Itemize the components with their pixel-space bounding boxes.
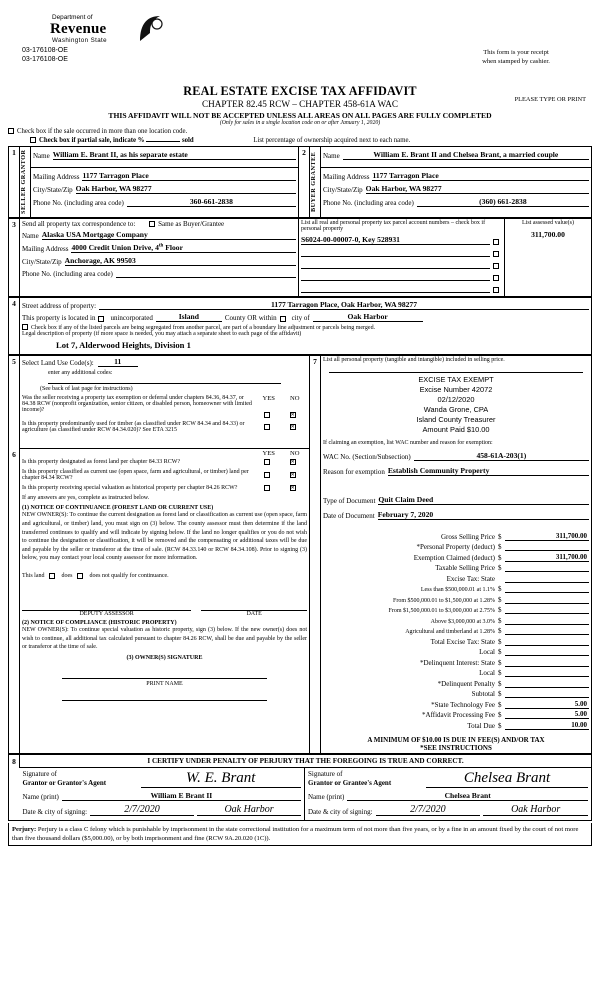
s6-q1-no-checkbox[interactable] [290,459,296,465]
table-row[interactable] [301,235,502,245]
deputy-assessor-signature-field[interactable] [22,603,191,611]
segregation-note-row[interactable] [22,324,589,331]
tax-line-label: Taxable Selling Price [435,564,495,572]
tax-line [323,679,589,688]
s6-if-any-note: If any answers are yes, complete as instructed below. [22,495,150,502]
tax-line [323,710,589,719]
tax-line-symbol: $ [498,711,502,719]
perjury-text: Perjury is a class C felony which is punishable by imprisonment in the state correctional institution for a maximum term of not more than five years, or by a fine in an amount fixed by the court of not more than five thousand dollars ($5,000.00), or by both imprisonment and fine (RCW 9A.20.020 (1C)). [12,826,579,842]
deputy-date-label: DATE [246,610,262,617]
city-name-value[interactable]: Oak Harbor [313,312,423,322]
legal-description-value[interactable]: Lot 7, Alderwood Heights, Division 1 [56,340,191,350]
landuse-q1-yes-checkbox[interactable] [264,412,270,418]
section-6-number: 6 [9,449,20,753]
land-use-code[interactable]: 11 [98,357,138,367]
corr-phone-value[interactable] [116,269,296,278]
personal-property-checkbox-4[interactable] [493,287,499,293]
stamp-line-2: 02/12/2020 [437,395,475,404]
grantor-sig-label-1: Signature of [22,770,57,778]
perjury-label: Perjury: [12,826,37,833]
logo-department-text: Department of [52,14,93,21]
minimum-due-note: A MINIMUM OF $10.00 IS DUE IN FEE(S) AND/OR TAX [367,735,545,744]
tax-line-label: Subtotal [471,690,495,698]
grantee-date-label: Date & city of signing: [308,808,373,816]
tax-line-symbol: $ [498,648,502,656]
s6-question-2: Is this property classified as current use (open space, farm and agricultural, or timber) land per chapter 84.34 RCW? [22,469,249,482]
does-label: does [61,572,73,579]
seller-mailing-label: Mailing Address [33,172,80,181]
tax-line-symbol: $ [498,606,502,614]
corr-name-value[interactable]: Alaska USA Mortgage Company [42,230,296,240]
reason-label: Reason for exemption [323,468,385,476]
parties-table [8,146,592,218]
buyer-name-cell[interactable] [321,147,592,168]
tax-line-label: Excise Tax: State [446,574,495,583]
stamp-line-5: Amount Paid $10.00 [422,425,490,434]
grantee-name-label: Name (print) [308,793,345,801]
corr-phone-label: Phone No. (including area code) [22,270,113,278]
tax-line-label: *State Technology Fee [431,700,495,709]
unincorporated-label: unincorporated [110,314,153,322]
personal-property-checkbox-0[interactable] [493,239,499,245]
stamp-line-1: Excise Number 42072 [419,385,493,394]
tax-line-symbol: $ [498,564,502,572]
corr-city-label: City/State/Zip [22,258,62,266]
tax-line-label: Gross Selling Price [440,532,495,541]
partial-sale-percent-field[interactable] [146,141,180,142]
grantee-city-value[interactable]: Oak Harbor [483,804,588,816]
correspondence-instruction-row[interactable] [22,220,296,228]
table-row[interactable] [301,260,502,269]
table-row[interactable] [301,284,502,293]
tax-lines [323,532,589,730]
segregation-note: Check box if any of the listed parcels are being segregated from another parcel, are part of a boundary line adjustment or parcels being merged. [31,325,376,331]
tax-line-value[interactable] [505,584,589,593]
notice-compliance-text: NEW OWNER(S): To continue special valuation as historic property, sign (3) below. If the new owner(s) does not wish to continue, all additional tax calculated pursuant to chapter 84.26 RCW, shall be due and payable by the seller or transferor at the time of sale. [22,626,307,651]
multi-location-label: Check box if the sale occurred in more than one location code. [17,128,188,135]
form-notice-italic: (Only for sales in a single location code on or after January 1, 2020) [219,120,381,126]
seller-city-label: City/State/Zip [33,185,73,194]
partial-sale-label: Check box if partial sale, indicate % [39,137,145,144]
personal-property-checkbox-3[interactable] [493,275,499,281]
grantor-name-value[interactable]: William E Brant II [62,791,301,801]
owner-print-name-field[interactable] [62,689,267,701]
buyer-name-label: Name [323,152,340,160]
corr-name-label: Name [22,232,39,240]
please-type-note: PLEASE TYPE OR PRINT [514,96,586,103]
section-7-number: 7 [310,356,321,754]
grantor-signature-cell[interactable] [20,768,305,821]
tax-line-value[interactable] [505,574,589,583]
same-as-buyer-label: Same as Buyer/Grantee [158,220,225,228]
tax-line-label: From $1,500,000.01 to $3,000,000 at 2.75% [388,608,495,614]
tax-line-value[interactable] [505,668,589,677]
tax-line-label: *Affidavit Processing Fee [422,711,495,719]
grantor-date-label: Date & city of signing: [22,808,88,816]
does-not-qualify-checkbox[interactable] [77,573,83,579]
notice-continuance-heading: (1) NOTICE OF CONTINUANCE (FOREST LAND OR CURRENT USE) [22,505,214,512]
tax-line-value[interactable] [505,689,589,698]
logo-state-text: Washington State [52,37,108,44]
tax-line-value[interactable] [505,563,589,572]
seller-name-value[interactable]: William E. Brant II, as his separate estate [53,150,296,160]
corr-mailing-value[interactable]: 4000 Credit Union Drive, 4th Floor [71,243,296,253]
grantor-city-value[interactable]: Oak Harbor [197,804,301,816]
tax-line-symbol: $ [498,616,502,625]
legal-description-label: Legal description of property (if more space is needed, you may attach a separate sheet to each page of the affidavit) [22,331,302,337]
assessed-values-cell[interactable] [505,219,592,297]
receipt-note [452,48,580,66]
tax-line [323,563,589,572]
stamp-line-0: EXCISE TAX EXEMPT [418,375,494,384]
ownership-note: List percentage of ownership acquired next to each name. [253,137,411,144]
county-name-value[interactable]: Island [156,312,222,322]
tax-line [323,553,589,562]
tax-line [323,532,589,541]
parcel-number-0[interactable]: S6024-00-00007-0, Key 528931 [301,235,490,245]
tax-line-symbol: $ [498,658,502,667]
wac-number-value[interactable]: 458-61A-203(1) [414,451,589,461]
table-row[interactable] [301,248,502,257]
tax-line-symbol: $ [498,553,502,562]
buyer-side-label: BUYER GRANTEE [310,151,317,213]
buyer-side-label-cell [310,147,321,218]
personal-property-header: List all personal property (tangible and intangible) included in selling price. [323,357,505,363]
tax-line [323,689,589,698]
assessed-value-0[interactable]: 311,700.00 [531,230,565,239]
continuance-qualify-row[interactable] [22,573,307,579]
correspondence-instruction: Send all property tax correspondence to: [22,220,136,228]
section-6-cell[interactable] [20,449,310,753]
city-checkbox[interactable] [280,316,286,322]
s6-q1-yes-checkbox[interactable] [264,459,270,465]
page-title: REAL ESTATE EXCISE TAX AFFIDAVIT [183,84,417,98]
multi-location-checkbox[interactable] [8,128,14,134]
stamp-line-4: Island County Treasurer [416,415,496,424]
stamp-line-3: Wanda Grone, CPA [423,405,489,414]
tax-line-label: Less than $500,000.01 at 1.1% [420,587,495,593]
print-name-label: PRINT NAME [146,680,183,687]
section-3-number: 3 [9,219,20,297]
tax-line-symbol: $ [498,585,502,593]
land-use-label: Select Land Use Code(s): [22,359,94,367]
section-4-number: 4 [9,298,20,355]
owner-signature-heading: (3) OWNER(S) SIGNATURE [126,654,203,661]
deputy-assessor-label: DEPUTY ASSESSOR [79,610,134,617]
tax-line [323,605,589,614]
seller-contact-cell[interactable] [31,167,299,217]
tax-line [323,721,589,730]
grantor-name-label: Name (print) [22,793,59,801]
parcel-list [301,235,502,293]
parcel-number-2[interactable] [301,260,490,269]
unincorporated-checkbox[interactable] [98,316,104,322]
seller-side-label-cell [20,147,31,218]
this-land-label: This land [22,572,45,579]
section-8-number: 8 [9,754,20,768]
tax-line-label: Exemption Claimed (deduct) [413,553,495,562]
tax-line-value[interactable]: 10.00 [505,721,589,730]
owner-signature-field[interactable] [62,665,267,679]
form-numbers [22,46,68,64]
parcel-header: List all real and personal property tax parcel account numbers – check box if personal property [301,220,486,232]
tax-line-value[interactable]: 311,700.00 [505,553,589,562]
section-2-number: 2 [299,147,310,218]
property-table [8,297,592,355]
tax-line [323,542,589,551]
s6-yes-label: YES [262,450,275,458]
personal-property-checkbox-1[interactable] [493,251,499,257]
land-use-cell[interactable] [20,356,310,449]
location-code-checkbox-row[interactable] [8,128,592,135]
form-subtitle: CHAPTER 82.45 RCW – CHAPTER 458-61A WAC [202,99,398,109]
tax-line-label: Local [479,669,495,677]
tax-line-value[interactable] [505,637,589,646]
partial-sale-tail: sold [181,137,194,144]
tax-line-label: From $500,000.01 to $1,500,000 at 1.28% [393,597,495,604]
street-address-value[interactable]: 1177 Tarragon Place, Oak Harbor, WA 98277 [99,300,589,310]
additional-codes-label: enter any additional codes: [48,370,113,376]
same-as-buyer-checkbox[interactable] [149,221,155,227]
corr-city-value[interactable]: Anchorage, AK 99503 [65,256,296,266]
see-instructions-note: *SEE INSTRUCTIONS [420,743,492,752]
details-table [8,355,592,754]
partial-sale-checkbox-row[interactable] [30,137,592,144]
landuse-yes-label: YES [262,395,275,402]
additional-codes-field[interactable] [48,377,281,384]
land-use-question-1: Was the seller receiving a property tax exemption or deferral under chapters 84.36, 84.37, or 84.38 RCW (nonprofit organization, senior citizen, or disabled person, homeowner with limited income)? [22,395,252,413]
correspondence-parcels-table [8,218,592,297]
street-address-label: Street address of property: [22,302,97,310]
land-use-question-2: Is this property predominantly used for timber (as classified under RCW 84.34 and 84.33) or agriculture (as classified under RCW 84.34.020)? See ETA 3215 [22,421,245,433]
tax-line-symbol: $ [498,532,502,541]
tax-line-label: *Personal Property (deduct) [416,543,495,551]
assessed-header: List assessed value(s) [522,220,574,226]
tax-line-value[interactable] [505,605,589,614]
grantee-sig-label-2: Grantor or Grantee's Agent [308,779,392,787]
tax-line-label: Agricultural and timberland at 1.28% [405,629,495,635]
buyer-phone-value[interactable]: (360) 661-2838 [417,197,589,207]
parcel-number-4[interactable] [301,284,490,293]
s6-question-3: Is this property receiving special valuation as historical property per chapter 84.26 RCW? [22,485,238,492]
s6-q3-no-checkbox[interactable] [290,485,296,491]
tax-line-value[interactable] [505,626,589,635]
revenue-logo-icon [138,15,164,43]
tax-line-label: *Delinquent Interest: State [419,658,495,667]
s6-q2-yes-checkbox[interactable] [264,472,270,478]
buyer-mailing-label: Mailing Address [323,172,370,181]
form-header [8,6,592,65]
document-date-label: Date of Document [323,512,375,520]
personal-property-line-1[interactable] [329,367,583,373]
grantor-date-value[interactable]: 2/7/2020 [90,804,194,816]
tax-line-symbol: $ [498,721,502,730]
buyer-mailing-value[interactable]: 1177 Tarragon Place [372,171,589,181]
seller-city-value[interactable]: Oak Harbor, WA 98277 [76,184,296,194]
grantee-date-value[interactable]: 2/7/2020 [376,804,481,816]
tax-line [323,595,589,604]
tax-line [323,584,589,593]
perjury-note [8,823,592,846]
agency-logo [30,12,178,46]
tax-line-value[interactable] [505,542,589,551]
tax-line [323,658,589,667]
tax-line-label: Total Due [467,721,495,730]
personal-property-checkbox-2[interactable] [493,263,499,269]
tax-line-value[interactable] [505,595,589,604]
grantee-signature-value[interactable]: Chelsea Brant [463,770,551,786]
partial-sale-checkbox[interactable] [30,137,36,143]
tax-line [323,626,589,635]
table-row[interactable] [301,272,502,281]
property-cell[interactable] [20,298,592,355]
seller-name-cell[interactable] [31,147,299,168]
does-not-label: does not qualify for continuance. [89,572,169,579]
grantee-signature-cell[interactable] [305,768,592,821]
tax-line-symbol: $ [498,700,502,709]
tax-line-value[interactable]: 5.00 [505,700,589,709]
section-1-number: 1 [9,147,20,218]
parcel-number-1[interactable] [301,248,490,257]
grantee-sig-label-1: Signature of [308,770,343,778]
receipt-line-1: This form is your receipt [483,49,549,56]
document-type-label: Type of Document [323,497,376,505]
landuse-no-label: NO [289,395,300,402]
tax-line-symbol: $ [498,637,502,646]
exemption-instruction: If claiming an exemption, list WAC number and reason for exemption: [323,440,493,446]
tax-line-value[interactable]: 311,700.00 [505,532,589,541]
tax-line-value[interactable] [505,679,589,688]
tax-line [323,637,589,646]
grantee-name-value[interactable]: Chelsea Brant [347,791,588,801]
grantor-signature-value[interactable]: W. E. Brant [186,770,256,786]
tax-calculation-cell[interactable] [321,356,592,754]
landuse-q2-yes-checkbox[interactable] [264,424,270,430]
tax-line-label: Total Excise Tax: State [430,637,495,646]
tax-line-symbol: $ [498,595,502,604]
tax-line-symbol: $ [498,543,502,551]
grantor-sig-label-2: Grantor or Grantor's Agent [22,779,107,787]
segregation-checkbox[interactable] [22,324,28,330]
county-or-label: County OR within [224,314,277,322]
tax-line [323,574,589,583]
s6-no-label: NO [289,450,300,458]
notice-continuance-text: NEW OWNER(S): To continue the current designation as forest land or classification as current use (open space, farm and agricultural, or timber) land, you must sign on (3) below. The county assessor must then determine if the land transferred continues to qualify and will indicate by signing below. If the land no longer qualifies or you do not wish to continue the designation or classification, it will be removed and the compensating or additional taxes will be due and payable by the seller or transferor at the time of sale. (RCW 84.33.140 or RCW 84.34.108). Prior to signing (3) below, you may contact your local county assessor for more information. [22,512,307,562]
seller-side-label: SELLER GRANTOR [20,149,27,215]
tax-line-label: Above $3,000,000 at 3.0% [430,618,495,625]
parcel-numbers-cell[interactable] [299,219,505,297]
deputy-assessor-date-field[interactable] [201,603,307,611]
seller-mailing-value[interactable]: 1177 Tarragon Place [82,171,296,181]
buyer-phone-label: Phone No. (including area code) [323,198,414,207]
parcel-number-3[interactable] [301,272,490,281]
tax-line-value[interactable] [505,658,589,667]
tax-line-symbol: $ [498,669,502,677]
tax-line-label: Local [479,648,495,656]
certification-table [8,754,592,822]
buyer-contact-cell[interactable] [321,167,592,217]
document-type-value[interactable]: Quit Claim Deed [378,495,589,505]
logo-revenue-text: Revenue [50,21,107,37]
located-in-label: This property is located in [22,314,96,322]
document-date-value[interactable]: February 7, 2020 [378,510,589,520]
s6-q2-no-checkbox[interactable] [290,472,296,478]
buyer-city-label: City/State/Zip [323,185,363,194]
section-5-number: 5 [9,356,20,449]
correspondence-cell[interactable] [20,219,299,297]
corr-mailing-label: Mailing Address [22,245,69,253]
tax-line [323,700,589,709]
landuse-q2-no-checkbox[interactable] [290,424,296,430]
reason-value[interactable]: Establish Community Property [388,466,589,476]
tax-line-label: *Delinquent Penalty [437,679,495,688]
buyer-city-value[interactable]: Oak Harbor, WA 98277 [366,184,589,194]
certification-statement: I CERTIFY UNDER PENALTY OF PERJURY THAT THE FOREGOING IS TRUE AND CORRECT. [20,754,592,768]
tax-line-symbol: $ [498,679,502,688]
seller-name-label: Name [33,152,50,160]
tax-line [323,616,589,625]
form-number-1: 03-176108-OE [22,47,68,54]
tax-line [323,647,589,656]
excise-tax-exempt-stamp [323,375,589,435]
tax-line-value[interactable] [505,616,589,625]
wac-number-label: WAC No. (Section/Subsection) [323,453,411,461]
does-qualify-checkbox[interactable] [49,573,55,579]
property-location-row[interactable] [22,312,589,322]
s6-q3-yes-checkbox[interactable] [264,485,270,491]
tax-line-value[interactable]: 5.00 [505,710,589,719]
receipt-line-2: when stamped by cashier. [482,58,550,65]
see-back-note: (See back of last page for instructions) [40,386,133,392]
tax-line-value[interactable] [505,647,589,656]
seller-phone-value[interactable]: 360-661-2838 [127,197,296,207]
tax-line-symbol: $ [498,627,502,635]
notice-compliance-heading: (2) NOTICE OF COMPLIANCE (HISTORIC PROPERTY) [22,619,177,626]
city-of-label: city of [291,314,310,322]
buyer-name-value[interactable]: William E. Brant II and Chelsea Brant, a married couple [343,150,589,160]
form-notice: THIS AFFIDAVIT WILL NOT BE ACCEPTED UNLESS ALL AREAS ON ALL PAGES ARE FULLY COMPLETED [108,111,492,120]
s6-question-1: Is this property designated as forest land per chapter 84.33 RCW? [22,459,181,466]
landuse-q1-no-checkbox[interactable] [290,412,296,418]
form-number-2: 03-176108-OE [22,56,68,63]
tax-line [323,668,589,677]
tax-line-symbol: $ [498,690,502,698]
seller-phone-label: Phone No. (including area code) [33,198,124,207]
